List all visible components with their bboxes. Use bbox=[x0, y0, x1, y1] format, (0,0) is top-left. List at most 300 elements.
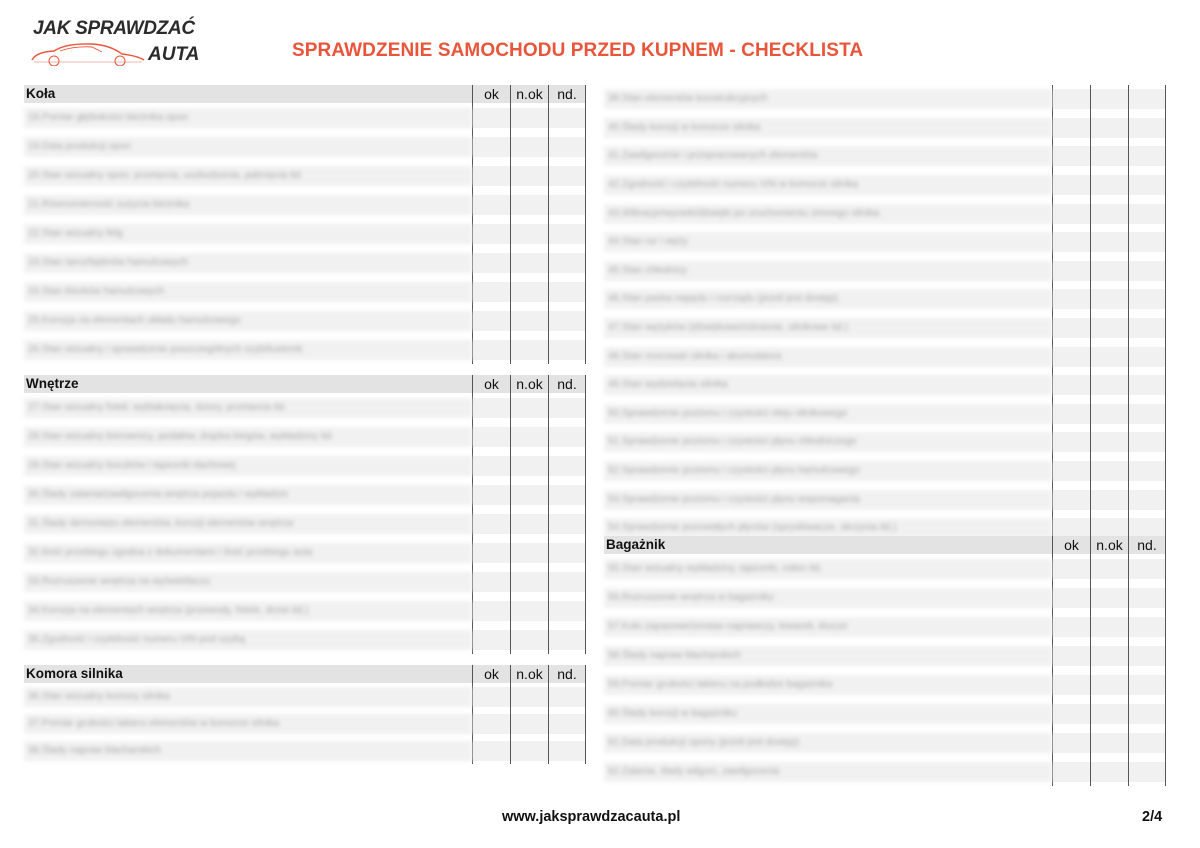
checkbox-nok[interactable] bbox=[510, 480, 548, 509]
checklist-rows bbox=[24, 683, 590, 764]
checkbox-nok[interactable] bbox=[1090, 728, 1128, 757]
checkbox-nd[interactable] bbox=[548, 335, 586, 364]
checklist-row bbox=[24, 132, 590, 161]
checkbox-fill bbox=[549, 601, 585, 621]
checkbox-ok[interactable] bbox=[472, 277, 510, 306]
checkbox-ok[interactable] bbox=[472, 335, 510, 364]
checkbox-ok[interactable] bbox=[1052, 285, 1090, 314]
checklist-item-label: 22.Stan wizualny felg bbox=[24, 224, 472, 244]
checkbox-nd[interactable] bbox=[1128, 583, 1166, 612]
checkbox-ok[interactable] bbox=[1052, 612, 1090, 641]
checklist-row bbox=[24, 393, 590, 422]
checklist-item-label: 41.Zawilgocenie i przepracowanych elementów bbox=[604, 146, 1052, 166]
checkbox-fill bbox=[1129, 559, 1165, 579]
checkbox-fill bbox=[1091, 588, 1128, 608]
checkbox-fill bbox=[1091, 704, 1128, 724]
checkbox-nok[interactable] bbox=[510, 625, 548, 654]
checkbox-fill bbox=[1129, 89, 1165, 109]
checkbox-ok[interactable] bbox=[472, 625, 510, 654]
page-number: 2/4 bbox=[1142, 809, 1163, 825]
checkbox-ok[interactable] bbox=[472, 451, 510, 480]
checkbox-nd[interactable] bbox=[1128, 554, 1166, 583]
checklist-row bbox=[24, 103, 590, 132]
checkbox-nok[interactable] bbox=[510, 538, 548, 567]
checklist-row bbox=[604, 314, 1170, 343]
checkbox-nok[interactable] bbox=[1090, 612, 1128, 641]
checkbox-nok[interactable] bbox=[510, 219, 548, 248]
checkbox-fill bbox=[1129, 318, 1165, 338]
checkbox-nd[interactable] bbox=[1128, 400, 1166, 429]
checkbox-nok[interactable] bbox=[1090, 85, 1128, 114]
checkbox-fill bbox=[1053, 232, 1090, 252]
checkbox-nok[interactable] bbox=[510, 190, 548, 219]
checkbox-fill bbox=[1091, 617, 1128, 637]
checkbox-nd[interactable] bbox=[1128, 142, 1166, 171]
checkbox-fill bbox=[1091, 318, 1128, 338]
checklist-item-label: 33.Rozruszenie wnętrza na wyświetlaczu bbox=[24, 572, 472, 592]
checkbox-fill bbox=[1053, 588, 1090, 608]
checkbox-fill bbox=[1053, 118, 1090, 138]
checkbox-fill bbox=[511, 741, 548, 761]
col-header-ok: ok bbox=[472, 85, 510, 103]
checkbox-nok[interactable] bbox=[510, 710, 548, 737]
checklist-row bbox=[604, 583, 1170, 612]
checkbox-ok[interactable] bbox=[472, 248, 510, 277]
checkbox-fill bbox=[1091, 675, 1128, 695]
checkbox-ok[interactable] bbox=[472, 161, 510, 190]
checklist-item-label: 44.Stan rur i węży bbox=[604, 232, 1052, 252]
checkbox-ok[interactable] bbox=[472, 306, 510, 335]
checkbox-fill bbox=[1129, 704, 1165, 724]
checkbox-ok[interactable] bbox=[1052, 314, 1090, 343]
checkbox-nok[interactable] bbox=[1090, 583, 1128, 612]
checkbox-ok[interactable] bbox=[472, 683, 510, 710]
checkbox-fill bbox=[549, 108, 585, 128]
checkbox-fill bbox=[1091, 89, 1128, 109]
checkbox-nok[interactable] bbox=[510, 683, 548, 710]
checkbox-fill bbox=[1091, 762, 1128, 782]
checkbox-nok[interactable] bbox=[1090, 199, 1128, 228]
checkbox-ok[interactable] bbox=[472, 737, 510, 764]
checkbox-fill bbox=[1129, 232, 1165, 252]
checkbox-nok[interactable] bbox=[510, 393, 548, 422]
checkbox-nok[interactable] bbox=[1090, 699, 1128, 728]
section-title: Komora silnika bbox=[24, 665, 472, 683]
checkbox-ok[interactable] bbox=[1052, 728, 1090, 757]
checkbox-nd[interactable] bbox=[1128, 641, 1166, 670]
col-header-nok: n.ok bbox=[510, 665, 548, 683]
checkbox-fill bbox=[1091, 375, 1128, 395]
checkbox-fill bbox=[1091, 204, 1128, 224]
checklist-item-label: 47.Stan wężyków (dźwiękowe/ciśnienie, silnikowe itd.) bbox=[604, 318, 1052, 338]
checkbox-nd[interactable] bbox=[548, 161, 586, 190]
checkbox-fill bbox=[511, 543, 548, 563]
checklist-item-label: 48.Stan mocowań silnika i akumulatora bbox=[604, 347, 1052, 367]
checkbox-nok[interactable] bbox=[510, 737, 548, 764]
checkbox-ok[interactable] bbox=[1052, 142, 1090, 171]
checkbox-fill bbox=[473, 253, 510, 273]
checklist-row bbox=[604, 85, 1170, 114]
checkbox-ok[interactable] bbox=[472, 509, 510, 538]
checklist-item-label: 50.Sprawdzenie poziomu i czystości oleju silnikowego bbox=[604, 404, 1052, 424]
col-header-nok: n.ok bbox=[510, 85, 548, 103]
checkbox-fill bbox=[1129, 588, 1165, 608]
checklist-row bbox=[24, 480, 590, 509]
section-header bbox=[24, 375, 590, 393]
checkbox-fill bbox=[511, 311, 548, 331]
checkbox-fill bbox=[1091, 261, 1128, 281]
checkbox-fill bbox=[473, 427, 510, 447]
checkbox-nok[interactable] bbox=[510, 132, 548, 161]
checklist-item-label: 62.Zalania, ślady wilgoci, zawilgocenia bbox=[604, 762, 1052, 782]
checklist-item-label: 60.Ślady korozji w bagażniku bbox=[604, 704, 1052, 724]
checkbox-nok[interactable] bbox=[510, 451, 548, 480]
checkbox-ok[interactable] bbox=[472, 393, 510, 422]
checkbox-nd[interactable] bbox=[1128, 371, 1166, 400]
checkbox-nd[interactable] bbox=[548, 219, 586, 248]
checkbox-ok[interactable] bbox=[1052, 757, 1090, 786]
checkbox-nok[interactable] bbox=[1090, 400, 1128, 429]
checkbox-nok[interactable] bbox=[510, 335, 548, 364]
checkbox-nd[interactable] bbox=[1128, 114, 1166, 143]
checkbox-fill bbox=[549, 340, 585, 360]
checkbox-fill bbox=[1053, 490, 1090, 510]
section-title: Koła bbox=[24, 85, 472, 103]
checkbox-fill bbox=[1091, 232, 1128, 252]
page-title: SPRAWDZENIE SAMOCHODU PRZED KUPNEM - CHECKLISTA bbox=[292, 40, 864, 61]
checklist-item-label: 32.Ilość przebiegu zgodna z dokumentami / ilość przebiegu auta bbox=[24, 543, 472, 563]
checkbox-nd[interactable] bbox=[1128, 257, 1166, 286]
checkbox-fill bbox=[1053, 675, 1090, 695]
checkbox-fill bbox=[473, 543, 510, 563]
checkbox-nd[interactable] bbox=[548, 480, 586, 509]
checkbox-nok[interactable] bbox=[510, 422, 548, 451]
checkbox-nd[interactable] bbox=[548, 625, 586, 654]
checkbox-ok[interactable] bbox=[1052, 485, 1090, 514]
checklist-row bbox=[24, 451, 590, 480]
checkbox-nd[interactable] bbox=[548, 190, 586, 219]
checkbox-fill bbox=[1053, 318, 1090, 338]
checklist-rows bbox=[24, 103, 590, 364]
checkbox-ok[interactable] bbox=[1052, 257, 1090, 286]
checkbox-nok[interactable] bbox=[1090, 257, 1128, 286]
col-header-nd: nd. bbox=[548, 375, 586, 393]
checklist-item-label: 53.Sprawdzenie poziomu i czystości płynu wspomagania bbox=[604, 490, 1052, 510]
checkbox-fill bbox=[1053, 461, 1090, 481]
logo-line-1: JAK SPRAWDZAĆ bbox=[33, 18, 195, 39]
checkbox-nd[interactable] bbox=[548, 596, 586, 625]
checkbox-ok[interactable] bbox=[1052, 371, 1090, 400]
checklist-row bbox=[24, 683, 590, 710]
checkbox-fill bbox=[473, 398, 510, 418]
checkbox-ok[interactable] bbox=[1052, 171, 1090, 200]
checkbox-nok[interactable] bbox=[510, 103, 548, 132]
checkbox-fill bbox=[549, 630, 585, 650]
section-header bbox=[24, 85, 590, 103]
checkbox-ok[interactable] bbox=[472, 567, 510, 596]
col-header-nok: n.ok bbox=[1090, 536, 1128, 554]
checkbox-fill bbox=[1129, 404, 1165, 424]
checkbox-fill bbox=[549, 514, 585, 534]
checkbox-fill bbox=[511, 427, 548, 447]
checkbox-ok[interactable] bbox=[472, 219, 510, 248]
checkbox-nok[interactable] bbox=[510, 596, 548, 625]
checkbox-fill bbox=[1129, 617, 1165, 637]
checkbox-ok[interactable] bbox=[472, 103, 510, 132]
section-wnetrze bbox=[24, 375, 590, 654]
checklist-row bbox=[24, 625, 590, 654]
checkbox-fill bbox=[549, 741, 585, 761]
checkbox-nok[interactable] bbox=[1090, 457, 1128, 486]
checkbox-nok[interactable] bbox=[1090, 228, 1128, 257]
checklist-row bbox=[604, 699, 1170, 728]
checkbox-fill bbox=[1053, 733, 1090, 753]
checklist-item-label: 54.Sprawdzenie pozostałych płynów (spryskiwacze, skrzynia itd.) bbox=[604, 518, 1052, 538]
checkbox-nok[interactable] bbox=[1090, 285, 1128, 314]
checkbox-nd[interactable] bbox=[548, 683, 586, 710]
checkbox-nd[interactable] bbox=[548, 277, 586, 306]
checkbox-fill bbox=[549, 714, 585, 734]
checkbox-nok[interactable] bbox=[510, 306, 548, 335]
checkbox-nd[interactable] bbox=[1128, 228, 1166, 257]
checklist-row bbox=[24, 737, 590, 764]
checkbox-fill bbox=[473, 166, 510, 186]
checkbox-nd[interactable] bbox=[1128, 342, 1166, 371]
checklist-item-label: 25.Korozja na elementach układu hamulcowego bbox=[24, 311, 472, 331]
checklist-row bbox=[24, 422, 590, 451]
checkbox-ok[interactable] bbox=[1052, 457, 1090, 486]
checkbox-nok[interactable] bbox=[1090, 142, 1128, 171]
checklist-row bbox=[604, 757, 1170, 786]
checkbox-nok[interactable] bbox=[1090, 342, 1128, 371]
checklist-row bbox=[604, 371, 1170, 400]
checkbox-ok[interactable] bbox=[1052, 699, 1090, 728]
checkbox-fill bbox=[511, 108, 548, 128]
checklist-row bbox=[24, 277, 590, 306]
checkbox-nd[interactable] bbox=[1128, 285, 1166, 314]
section-title: Wnętrze bbox=[24, 375, 472, 393]
checkbox-fill bbox=[1053, 404, 1090, 424]
checkbox-fill bbox=[549, 543, 585, 563]
checkbox-nok[interactable] bbox=[510, 248, 548, 277]
checkbox-fill bbox=[1129, 204, 1165, 224]
checkbox-nd[interactable] bbox=[548, 103, 586, 132]
checkbox-fill bbox=[511, 282, 548, 302]
checkbox-ok[interactable] bbox=[1052, 428, 1090, 457]
checkbox-nd[interactable] bbox=[1128, 485, 1166, 514]
checklist-rows bbox=[24, 393, 590, 654]
checkbox-ok[interactable] bbox=[1052, 114, 1090, 143]
checkbox-ok[interactable] bbox=[1052, 228, 1090, 257]
checkbox-fill bbox=[511, 601, 548, 621]
checkbox-fill bbox=[511, 340, 548, 360]
checkbox-fill bbox=[473, 282, 510, 302]
checkbox-fill bbox=[473, 224, 510, 244]
checkbox-fill bbox=[473, 108, 510, 128]
checkbox-ok[interactable] bbox=[1052, 641, 1090, 670]
checkbox-nd[interactable] bbox=[1128, 612, 1166, 641]
checkbox-ok[interactable] bbox=[1052, 85, 1090, 114]
checkbox-nd[interactable] bbox=[1128, 699, 1166, 728]
checkbox-nd[interactable] bbox=[548, 710, 586, 737]
checklist-item-label: 23.Stan tarcz/bębnów hamulcowych bbox=[24, 253, 472, 273]
checkbox-fill bbox=[549, 572, 585, 592]
col-header-nok: n.ok bbox=[510, 375, 548, 393]
checkbox-nd[interactable] bbox=[548, 451, 586, 480]
checklist-row bbox=[604, 142, 1170, 171]
checklist-item-label: 20.Stan wizualny opon: przetarcia, uszkodzenia, pęknięcia itd. bbox=[24, 166, 472, 186]
checklist-row bbox=[604, 400, 1170, 429]
checkbox-nd[interactable] bbox=[1128, 757, 1166, 786]
checkbox-fill bbox=[549, 485, 585, 505]
checkbox-nok[interactable] bbox=[1090, 757, 1128, 786]
checklist-item-label: 58.Ślady napraw blacharskich bbox=[604, 646, 1052, 666]
checklist-item-label: 18.Pomiar głębokości bieżnika opon bbox=[24, 108, 472, 128]
checkbox-fill bbox=[1129, 347, 1165, 367]
checkbox-fill bbox=[549, 137, 585, 157]
checkbox-nok[interactable] bbox=[1090, 314, 1128, 343]
checklist-row bbox=[24, 710, 590, 737]
checkbox-nd[interactable] bbox=[1128, 85, 1166, 114]
checkbox-ok[interactable] bbox=[472, 596, 510, 625]
checkbox-ok[interactable] bbox=[472, 538, 510, 567]
checkbox-nd[interactable] bbox=[548, 248, 586, 277]
checklist-item-label: 59.Pomiar grubości lakieru na podłodze bagażnika bbox=[604, 675, 1052, 695]
checkbox-nd[interactable] bbox=[1128, 314, 1166, 343]
checkbox-fill bbox=[549, 166, 585, 186]
checkbox-fill bbox=[1053, 617, 1090, 637]
checkbox-nd[interactable] bbox=[548, 306, 586, 335]
checkbox-ok[interactable] bbox=[1052, 199, 1090, 228]
checkbox-fill bbox=[1091, 733, 1128, 753]
checklist-item-label: 31.Ślady demontażu elementów, korozji elementów wnętrza bbox=[24, 514, 472, 534]
checkbox-nd[interactable] bbox=[1128, 171, 1166, 200]
checkbox-nd[interactable] bbox=[548, 737, 586, 764]
checklist-item-label: 30.Ślady zalania/zawilgocenia wnętrza pojazdu i wykładzin bbox=[24, 485, 472, 505]
checkbox-fill bbox=[549, 687, 585, 707]
checklist-item-label: 42.Zgodność i czytelność numeru VIN w komorze silnika bbox=[604, 175, 1052, 195]
checkbox-nok[interactable] bbox=[1090, 114, 1128, 143]
section-komora-silnika bbox=[24, 665, 590, 764]
checkbox-fill bbox=[473, 741, 510, 761]
checkbox-ok[interactable] bbox=[472, 422, 510, 451]
checklist-row bbox=[24, 161, 590, 190]
checkbox-fill bbox=[1091, 461, 1128, 481]
checkbox-nd[interactable] bbox=[1128, 728, 1166, 757]
checklist-item-label: 38.Ślady napraw blacharskich bbox=[24, 741, 472, 761]
checkbox-nd[interactable] bbox=[548, 132, 586, 161]
checkbox-nok[interactable] bbox=[510, 567, 548, 596]
checkbox-fill bbox=[549, 398, 585, 418]
brand-logo bbox=[30, 18, 210, 68]
checkbox-nd[interactable] bbox=[548, 567, 586, 596]
checklist-item-label: 26.Stan wizualny i sprawdzenie poszczególnych szyb/lusterek bbox=[24, 340, 472, 360]
checkbox-fill bbox=[511, 195, 548, 215]
checkbox-nok[interactable] bbox=[1090, 641, 1128, 670]
checklist-row bbox=[24, 306, 590, 335]
checkbox-fill bbox=[473, 687, 510, 707]
checkbox-ok[interactable] bbox=[1052, 554, 1090, 583]
checkbox-fill bbox=[1129, 490, 1165, 510]
col-header-ok: ok bbox=[1052, 536, 1090, 554]
checkbox-ok[interactable] bbox=[1052, 670, 1090, 699]
checkbox-fill bbox=[1053, 646, 1090, 666]
checkbox-fill bbox=[1053, 375, 1090, 395]
checkbox-fill bbox=[1129, 375, 1165, 395]
checklist-item-label: 43.Wibracje/wycieki/dźwięki po uruchomieniu zimnego silnika bbox=[604, 204, 1052, 224]
checkbox-nok[interactable] bbox=[1090, 670, 1128, 699]
checklist-row bbox=[604, 670, 1170, 699]
checkbox-fill bbox=[1091, 347, 1128, 367]
checkbox-fill bbox=[549, 253, 585, 273]
checkbox-nok[interactable] bbox=[1090, 485, 1128, 514]
checkbox-nok[interactable] bbox=[1090, 554, 1128, 583]
checkbox-ok[interactable] bbox=[1052, 583, 1090, 612]
checkbox-nd[interactable] bbox=[548, 422, 586, 451]
checkbox-nd[interactable] bbox=[548, 509, 586, 538]
checkbox-fill bbox=[511, 714, 548, 734]
checkbox-nd[interactable] bbox=[1128, 670, 1166, 699]
checklist-row bbox=[24, 190, 590, 219]
checkbox-fill bbox=[1129, 289, 1165, 309]
checkbox-fill bbox=[1091, 432, 1128, 452]
checkbox-nd[interactable] bbox=[1128, 457, 1166, 486]
section-komora-continued bbox=[604, 85, 1170, 543]
checklist-row bbox=[604, 485, 1170, 514]
checklist-row bbox=[24, 567, 590, 596]
checkbox-nok[interactable] bbox=[1090, 171, 1128, 200]
checklist-item-label: 51.Sprawdzenie poziomu i czystości płynu chłodniczego bbox=[604, 432, 1052, 452]
checkbox-fill bbox=[1053, 559, 1090, 579]
checkbox-nd[interactable] bbox=[1128, 199, 1166, 228]
checkbox-fill bbox=[511, 485, 548, 505]
checkbox-fill bbox=[473, 514, 510, 534]
checkbox-ok[interactable] bbox=[472, 710, 510, 737]
checklist-row bbox=[24, 509, 590, 538]
checkbox-nok[interactable] bbox=[1090, 428, 1128, 457]
checkbox-fill bbox=[511, 253, 548, 273]
checkbox-fill bbox=[473, 195, 510, 215]
section-title: Bagażnik bbox=[604, 536, 1052, 554]
checkbox-nd[interactable] bbox=[548, 393, 586, 422]
checkbox-fill bbox=[1129, 146, 1165, 166]
checkbox-nd[interactable] bbox=[1128, 428, 1166, 457]
checkbox-fill bbox=[1129, 762, 1165, 782]
checkbox-ok[interactable] bbox=[472, 480, 510, 509]
checkbox-nok[interactable] bbox=[510, 161, 548, 190]
car-silhouette-icon bbox=[30, 40, 146, 66]
checkbox-nok[interactable] bbox=[510, 509, 548, 538]
checklist-item-label: 19.Data produkcji opon bbox=[24, 137, 472, 157]
checkbox-ok[interactable] bbox=[1052, 342, 1090, 371]
checkbox-ok[interactable] bbox=[472, 190, 510, 219]
checklist-row bbox=[604, 428, 1170, 457]
checkbox-fill bbox=[473, 630, 510, 650]
checkbox-fill bbox=[1129, 461, 1165, 481]
col-header-nd: nd. bbox=[548, 85, 586, 103]
checkbox-nd[interactable] bbox=[548, 538, 586, 567]
checkbox-fill bbox=[1091, 289, 1128, 309]
checklist-row bbox=[604, 228, 1170, 257]
checkbox-nok[interactable] bbox=[510, 277, 548, 306]
checkbox-fill bbox=[1091, 490, 1128, 510]
checkbox-ok[interactable] bbox=[1052, 400, 1090, 429]
checkbox-nok[interactable] bbox=[1090, 371, 1128, 400]
footer-website-link[interactable]: www.jaksprawdzacauta.pl bbox=[502, 809, 681, 825]
checkbox-fill bbox=[549, 427, 585, 447]
checkbox-ok[interactable] bbox=[472, 132, 510, 161]
checklist-row bbox=[604, 257, 1170, 286]
